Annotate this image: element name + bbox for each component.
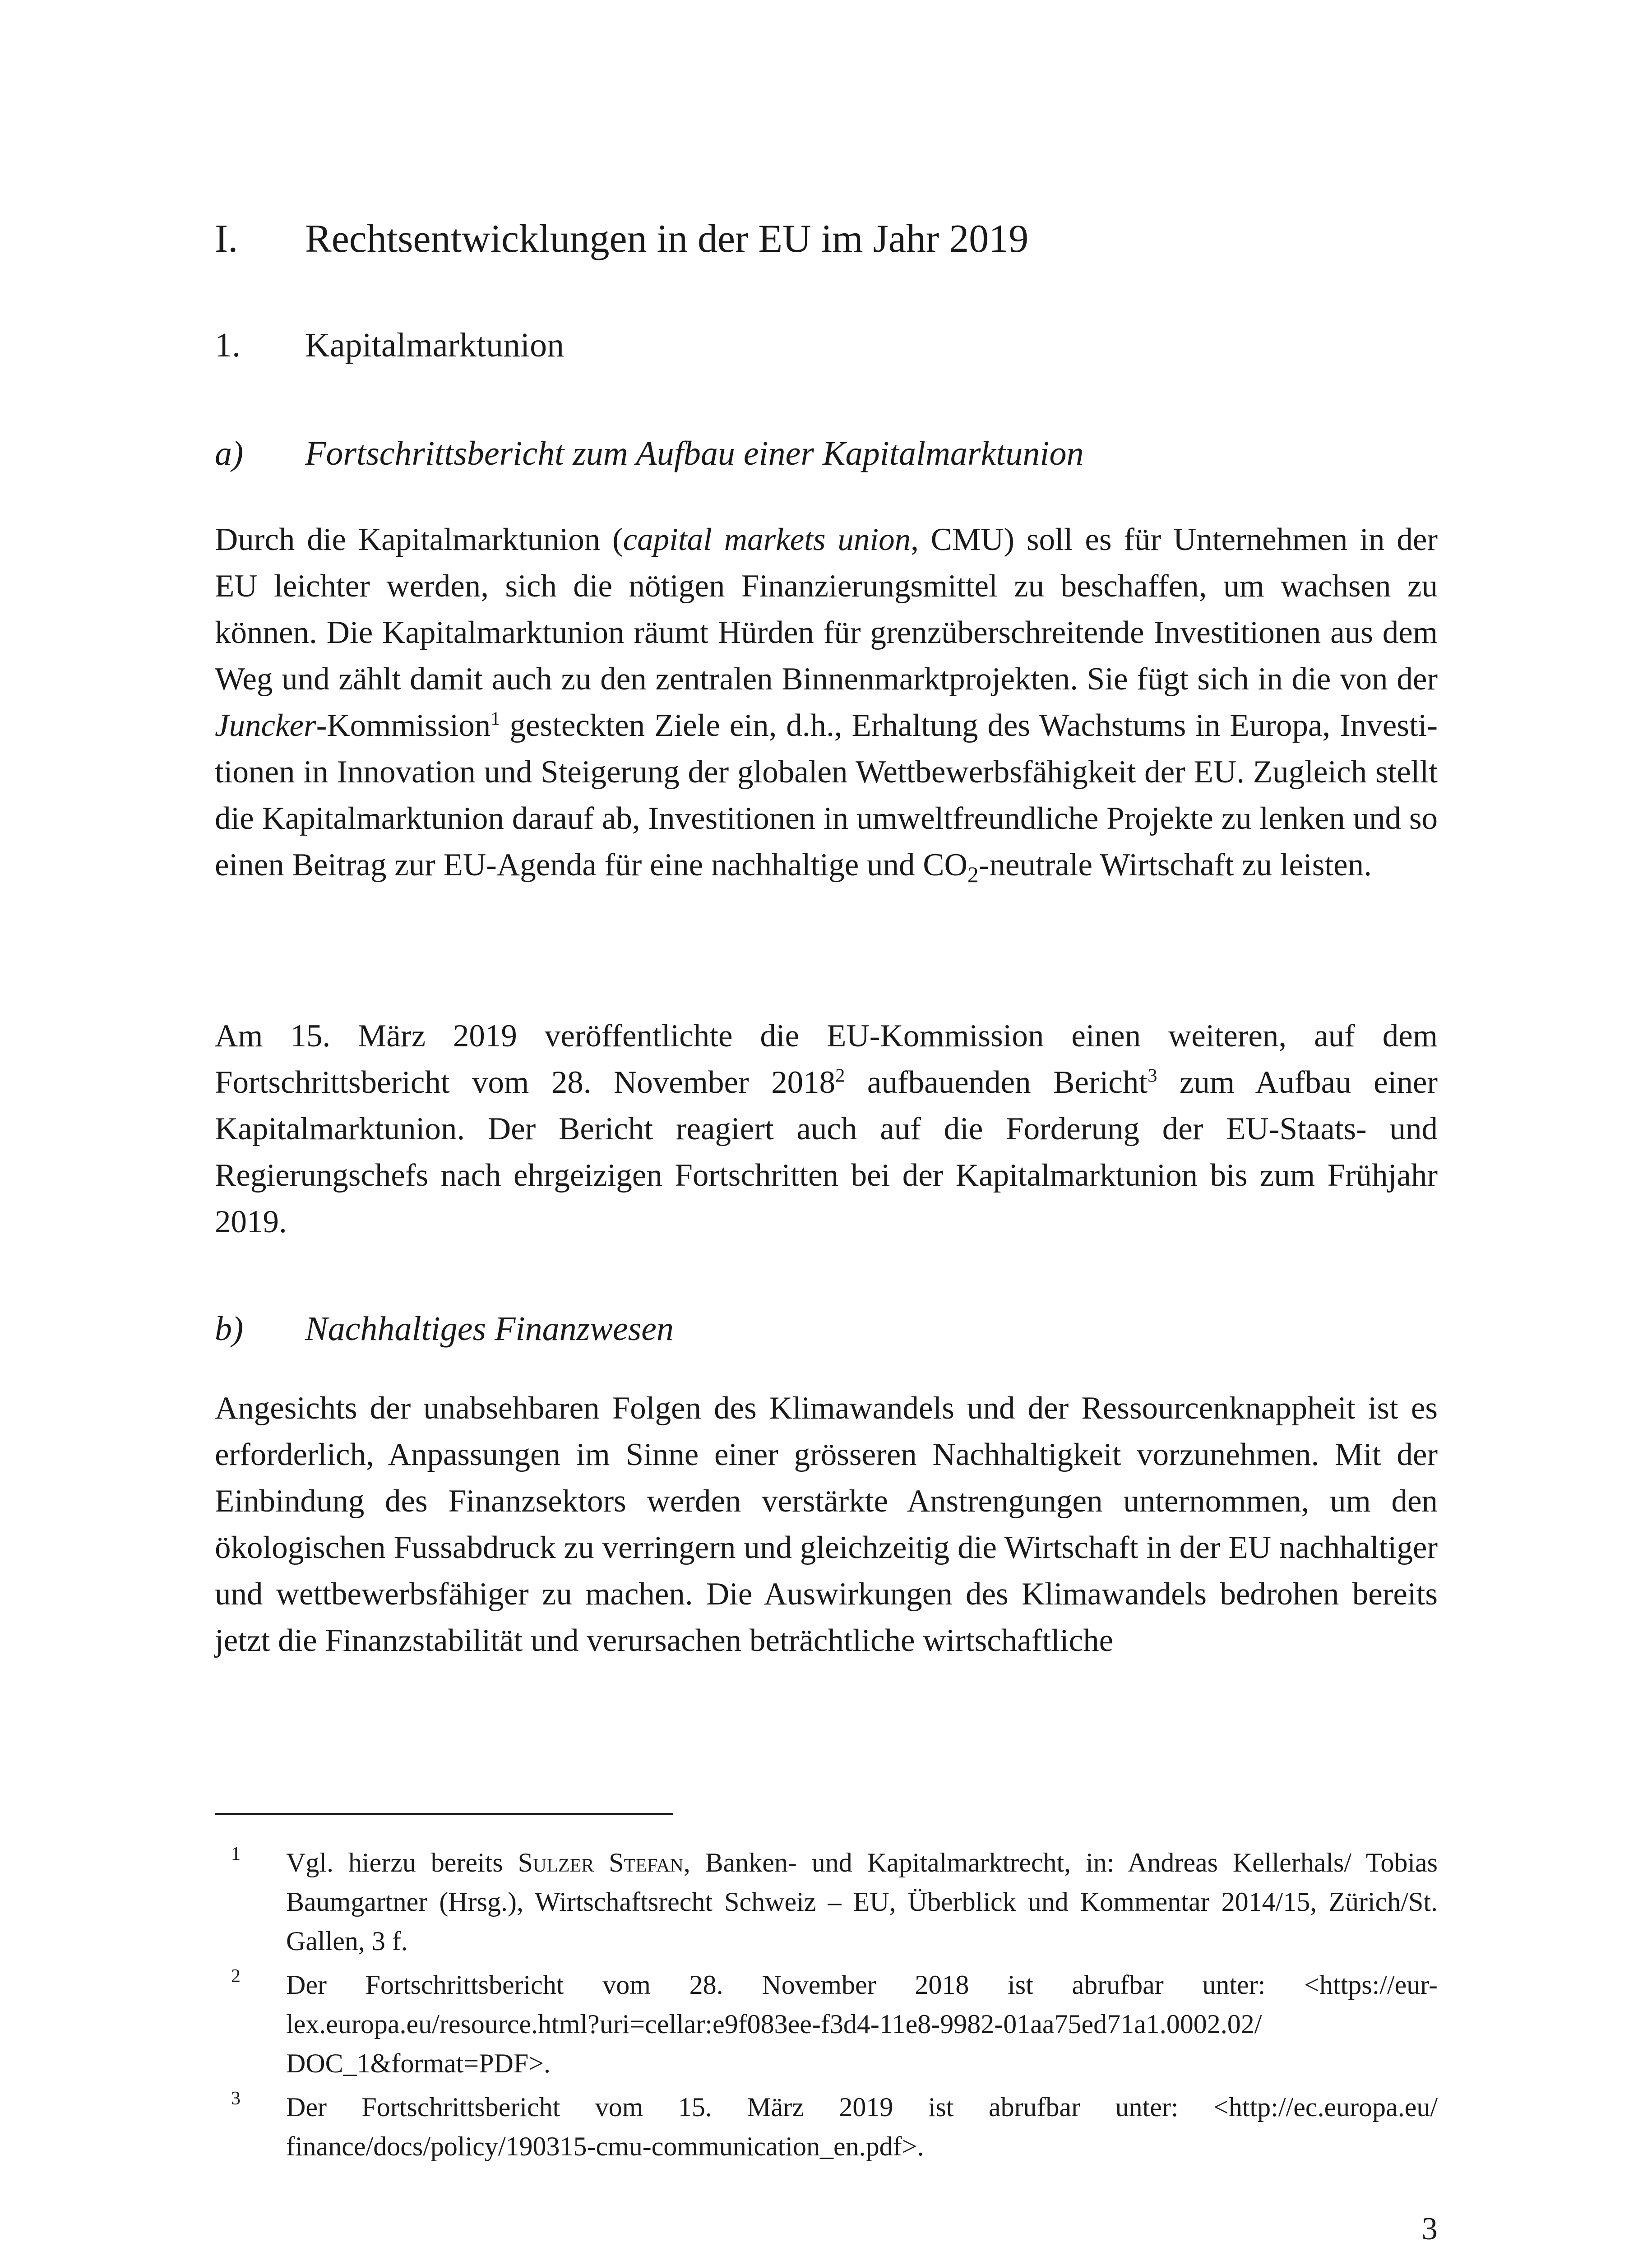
footnote-2 <box>215 1965 1438 2083</box>
section-heading <box>215 320 1438 370</box>
paragraph-1-text-5: -neutrale Wirtschaft zu leisten. <box>978 847 1372 883</box>
subsection-heading-a <box>215 429 1438 478</box>
footnote-text-1 <box>286 1843 1438 1961</box>
footnote-number-2: 2 <box>231 1966 241 1987</box>
footnote-number-3: 3 <box>231 2088 241 2109</box>
paragraph-1-text-3: -Kommission <box>316 708 491 743</box>
footnote-ref-1[interactable]: 1 <box>491 708 500 730</box>
paragraph-1-text-4: gesteckten Ziele ein, d.h., Erhaltung des Wachstums in Europa, Investitionen in Innovation und Steigerung der globalen Wettbewerbsfähigkeit der EU. Zugleich stellt die Kapitalmarktunion darauf ab, Investitionen in umweltfreundliche Projekte zu lenken und so einen Beitrag zur EU-Agenda für eine nachhaltige und CO <box>215 708 1438 883</box>
footnote-number-1: 1 <box>231 1844 241 1864</box>
chapter-number: I. <box>215 217 238 261</box>
section-number: 1. <box>215 326 241 364</box>
footnote-1 <box>215 1843 1438 1961</box>
footnote-1-post: , Banken- und Kapitalmarktrecht, in: Andreas Kellerhals/ Tobias Baumgartner (Hrsg.), Wirtschaftsrecht Schweiz – EU, Überblick und Kommentar 2014/15, Zürich/St. Gallen, 3 f. <box>286 1848 1438 1956</box>
section-title: Kapitalmarktunion <box>305 326 565 364</box>
paragraph-1-text-2: , CMU) soll es für Unternehmen in der EU leichter werden, sich die nötigen Finanzierungsmittel zu beschaffen, um wachsen zu können. Die Kapitalmarktunion räumt Hürden für grenzüberschreitende Investitionen aus dem Weg und zählt damit auch zu den zentralen Binnenmarktprojekten. Sie fügt sich in die von der <box>215 522 1438 697</box>
paragraph-1-italic-name: Juncker <box>215 708 316 743</box>
subsection-title-a: Fortschrittsbericht zum Aufbau einer Kapitalmarktunion <box>305 435 1084 472</box>
page-number: 3 <box>1421 2211 1438 2247</box>
chapter-heading <box>215 212 1438 266</box>
footnotes <box>215 1843 1438 2171</box>
subsection-heading-b <box>215 1304 1438 1354</box>
footnote-3 <box>215 2088 1438 2166</box>
chapter-title: Rechtsentwicklungen in der EU im Jahr 2019 <box>305 217 1029 261</box>
footnote-ref-3[interactable]: 3 <box>1148 1065 1157 1086</box>
footnote-ref-2[interactable]: 2 <box>835 1065 845 1086</box>
paragraph-2 <box>215 1013 1438 1245</box>
footnote-divider <box>215 1813 673 1815</box>
subscript-2: 2 <box>967 862 979 888</box>
paragraph-1 <box>215 517 1438 888</box>
paragraph-1-text-1: Durch die Kapitalmarktunion ( <box>215 522 623 557</box>
subsection-title-b: Nachhaltiges Finanzwesen <box>305 1310 674 1348</box>
paragraph-2-text-2: aufbauenden Bericht <box>845 1065 1148 1100</box>
subsection-number-a: a) <box>215 435 244 472</box>
footnote-1-author: Sulzer Stefan <box>518 1848 684 1877</box>
paragraph-2-text-1: Am 15. März 2019 veröffentlichte die EU-Kommission einen weiteren, auf dem Fortschrittsbericht vom 28. November 2018 <box>215 1018 1438 1100</box>
footnote-text-2[interactable]: Der Fortschrittsbericht vom 28. November 2018 ist abrufbar unter: <https://eur-lex.europa.eu/resource.html?uri=cellar:e9f083ee-f3d4-11e8-9982-01aa75ed71a1.0002.02/ DOC_1&format=PDF>. <box>286 1970 1438 2078</box>
subsection-number-b: b) <box>215 1310 244 1348</box>
paragraph-3: Angesichts der unabsehbaren Folgen des Klimawandels und der Ressourcenknappheit ist es erforderlich, Anpassungen im Sinne einer grösseren Nachhaltigkeit vorzunehmen. Mit der Einbindung des Finanzsektors werden verstärkte Anstrengungen unternommen, um den ökologischen Fussabdruck zu verringern und gleichzeitig die Wirtschaft in der EU nachhaltiger und wettbewerbsfähiger zu machen. Die Auswirkungen des Klimawandels bedrohen bereits jetzt die Finanzstabilität und verursachen beträchtliche wirtschaftliche <box>215 1391 1438 1658</box>
paragraph-2-text-3: zum Aufbau einer Kapitalmarktunion. Der Bericht reagiert auch auf die Forderung der EU-Staats- und Regierungschefs nach ehrgeizigen Fortschritten bei der Kapitalmarktunion bis zum Frühjahr 2019. <box>215 1065 1438 1239</box>
footnote-1-pre: Vgl. hierzu bereits <box>286 1848 518 1877</box>
paragraph-1-italic-term: capital markets union <box>623 522 911 557</box>
footnote-text-3[interactable]: Der Fortschrittsbericht vom 15. März 2019 ist abrufbar unter: <http://ec.europa.eu/ finance/docs/policy/190315-cmu-communication_en.pdf>. <box>286 2092 1438 2161</box>
